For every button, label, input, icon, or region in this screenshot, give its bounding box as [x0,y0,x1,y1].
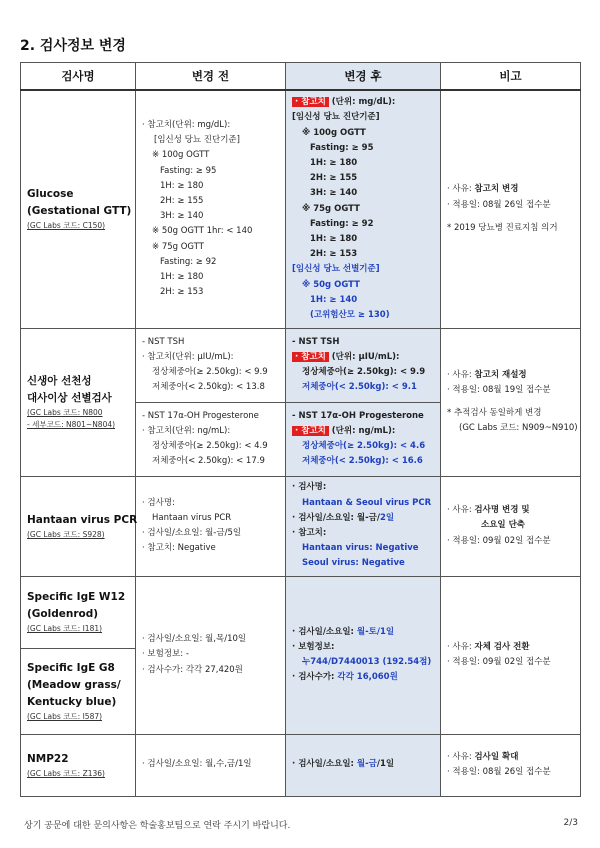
header-note: 비고 [441,63,581,91]
glucose-before-line: Fasting: ≥ 95 [160,165,217,176]
header-before: 변경 전 [136,63,286,91]
nmp22-after-days-label: · 검사일/소요일: [292,759,357,770]
glucose-before-line: ※ 75g OGTT [152,241,204,252]
ige-after-ins-label: · 보험정보: [292,641,335,652]
glucose-before-line: 2H: ≥ 155 [160,196,204,207]
hantaan-before-line: · 검사명: [142,497,175,508]
glucose-before-line: 3H: ≥ 140 [160,211,204,222]
glucose-after-line: 3H: ≥ 140 [310,188,358,199]
glucose-after-screening: [임신성 당뇨 선별기준] [292,264,380,275]
ige-after-fee: 각각 16,060원 [337,672,398,683]
page-number: 2/3 [563,818,578,828]
nmp22-note-date: · 적용일: 08월 26일 접수분 [447,767,551,777]
nmp22-after-days-tail: /1일 [376,759,395,770]
nmp22-name: NMP22 [27,752,69,765]
glucose-after-line: 1H: ≥ 180 [310,158,358,169]
ohp-before-line: · 참고치(단위: ng/mL): [142,425,231,436]
nmp22-after-days: 월-금 [356,759,377,770]
ige-after-fee-label: · 검사수가: [292,672,338,683]
note-reason-label: · 사유: [447,369,475,380]
header-test-name: 검사명 [21,63,136,91]
newborn-name-sub: 대사이상 선별검사 [27,392,112,404]
ige-after-days: 월-토/1일 [356,626,395,637]
newborn-subcode: - 세부코드: N801~N804) [27,420,116,429]
footer-note: 상기 공문에 대한 문의사항은 학술홍보팀으로 연락 주시기 바랍니다. [24,821,291,831]
glucose-before-line: 2H: ≥ 153 [160,287,204,298]
table-row-nmp22 [21,734,581,796]
tsh-after-unit: (단위: μIU/mL): [328,351,400,362]
tsh-after-low: 저체중아(< 2.50kg): < 9.1 [302,382,417,393]
ige-before-line: · 보험정보: - [142,649,189,660]
tsh-before-line: - NST TSH [142,336,185,347]
glucose-before-line: 1H: ≥ 180 [160,180,204,191]
ige-w12-code: (GC Labs 코드: I181) [27,624,103,633]
ige-note-reason: 자체 검사 전환 [474,641,530,652]
glucose-before-line: ※ 100g OGTT [152,150,210,161]
glucose-after-line: [임신성 당뇨 진단기준] [292,112,380,123]
glucose-after-screening: ※ 50g OGTT [302,279,360,290]
hantaan-before-line: Hantaan virus PCR [152,512,232,523]
newborn-note-extra: * 추적검사 동일하게 변경 [447,408,542,418]
nmp22-code: (GC Labs 코드: Z136) [27,768,105,778]
table-row-ige-w12 [21,576,581,648]
glucose-after-line: Fasting: ≥ 92 [310,218,374,229]
glucose-before-line: 1H: ≥ 180 [160,272,204,283]
nmp22-before: · 검사일/소요일: 월,수,금/1일 [142,759,252,770]
glucose-before-line: Fasting: ≥ 92 [160,256,217,267]
glucose-after-screening: 1H: ≥ 140 [310,294,358,305]
tsh-before-line: 정상체중아(≥ 2.50kg): < 9.9 [152,367,268,377]
glucose-before-line: [임신성 당뇨 진단기준] [154,135,240,146]
ige-g8-name: Specific IgE G8 [27,661,115,674]
ige-after-ins: 누744/D7440013 (192.54점) [302,657,432,667]
newborn-note-date: · 적용일: 08월 19일 접수분 [447,384,551,395]
newborn-name: 신생아 선천성 [27,375,92,387]
newborn-note-extra-code: (GC Labs 코드: N909~N910) [459,423,578,434]
glucose-after-line: 2H: ≥ 155 [310,173,358,184]
newborn-note-reason: 참고치 재설정 [474,369,527,380]
hantaan-after-name: Hantaan & Seoul virus PCR [302,497,432,508]
hantaan-after-name-label: · 검사명: [292,482,327,493]
ige-g8-name-sub: (Meadow grass/ [27,678,121,691]
glucose-note-extra: * 2019 당뇨병 진료지침 의거 [447,222,558,233]
glucose-after-line: Fasting: ≥ 95 [310,142,374,153]
hantaan-note-date: · 적용일: 09월 02일 접수분 [447,535,551,546]
table-row-glucose [21,90,581,328]
glucose-before-line: ※ 50g OGTT 1hr: < 140 [152,226,253,237]
hantaan-after-ref: Seoul virus: Negative [302,558,405,569]
tsh-after-tag: · 참고치 [292,352,329,362]
hantaan-after-days: 2일 [379,512,395,523]
note-reason-label: · 사유: [447,505,475,516]
ohp-before-line: 저체중아(< 2.50kg): < 17.9 [152,456,265,467]
ohp-after-title: - NST 17α-OH Progesterone [292,410,424,421]
hantaan-note-reason-2: 소요일 단축 [481,520,526,531]
ohp-after-tag: · 참고치 [292,426,329,436]
hantaan-code: (GC Labs 코드: S928) [27,529,105,539]
ige-before-line: · 검사일/소요일: 월,목/10일 [142,634,247,645]
table-row-hantaan [21,476,581,576]
glucose-after-unit: (단위: mg/dL): [328,97,396,108]
ige-note-date: · 적용일: 09월 02일 접수분 [447,657,551,667]
hantaan-note-reason: 검사명 변경 및 [474,505,530,516]
ige-g8-code: (GC Labs 코드: I587) [27,711,103,721]
ige-w12-name: Specific IgE W12 [27,591,126,603]
glucose-after-line: 2H: ≥ 153 [310,249,358,260]
hantaan-after-ref: Hantaan virus: Negative [302,543,419,554]
ige-w12-name-sub: (Goldenrod) [27,608,99,620]
ohp-before-line: - NST 17α-OH Progesterone [142,410,259,421]
tsh-before-line: · 참고치(단위: μIU/mL): [142,351,234,362]
note-reason-label: · 사유: [447,184,475,195]
ohp-after-unit: (단위: ng/mL): [328,425,396,436]
glucose-after-tag: · 참고치 [292,97,329,107]
tsh-after-title: - NST TSH [292,336,340,347]
test-change-table [20,62,581,797]
hantaan-before-line: · 참고치: Negative [142,543,216,554]
section-title: 2. 검사정보 변경 [20,38,126,54]
glucose-before-line: · 참고치(단위: mg/dL): [142,120,231,131]
hantaan-before-line: · 검사일/소요일: 월-금/5일 [142,528,242,538]
nmp22-note-reason: 검사일 확대 [474,751,519,762]
table-row-newborn-tsh [21,328,581,402]
ige-before-line: · 검사수가: 각각 27,420원 [142,664,243,675]
ige-after-days-label: · 검사일/소요일: [292,626,357,637]
ohp-after-low: 저체중아(< 2.50kg): < 16.6 [302,456,423,467]
glucose-after-line: 1H: ≥ 180 [310,234,358,245]
glucose-after-line: ※ 100g OGTT [302,127,366,138]
ige-g8-name-sub2: Kentucky blue) [27,695,117,708]
tsh-after-normal: 정상체중아(≥ 2.50kg): < 9.9 [302,367,426,377]
glucose-name-sub: (Gestational GTT) [27,205,132,218]
header-after: 변경 후 [286,63,441,91]
note-reason-label: · 사유: [447,641,475,652]
glucose-after-line: ※ 75g OGTT [302,203,360,214]
ohp-after-normal: 정상체중아(≥ 2.50kg): < 4.6 [302,441,426,451]
hantaan-after-ref-label: · 참고치: [292,528,327,538]
glucose-name: Glucose [27,188,74,201]
newborn-code: (GC Labs 코드: N800 [27,408,103,417]
glucose-note-date: · 적용일: 08월 26일 접수분 [447,199,551,210]
hantaan-after-days-label: · 검사일/소요일: 월-금/ [292,512,380,523]
hantaan-name: Hantaan virus PCR [27,513,138,526]
glucose-after-screening: (고위험산모 ≥ 130) [310,310,390,321]
glucose-note-reason: 참고치 변경 [474,184,519,195]
tsh-before-line: 저체중아(< 2.50kg): < 13.8 [152,382,265,393]
ohp-before-line: 정상체중아(≥ 2.50kg): < 4.9 [152,441,268,451]
glucose-code: (GC Labs 코드: C150) [27,221,106,231]
note-reason-label: · 사유: [447,751,475,762]
